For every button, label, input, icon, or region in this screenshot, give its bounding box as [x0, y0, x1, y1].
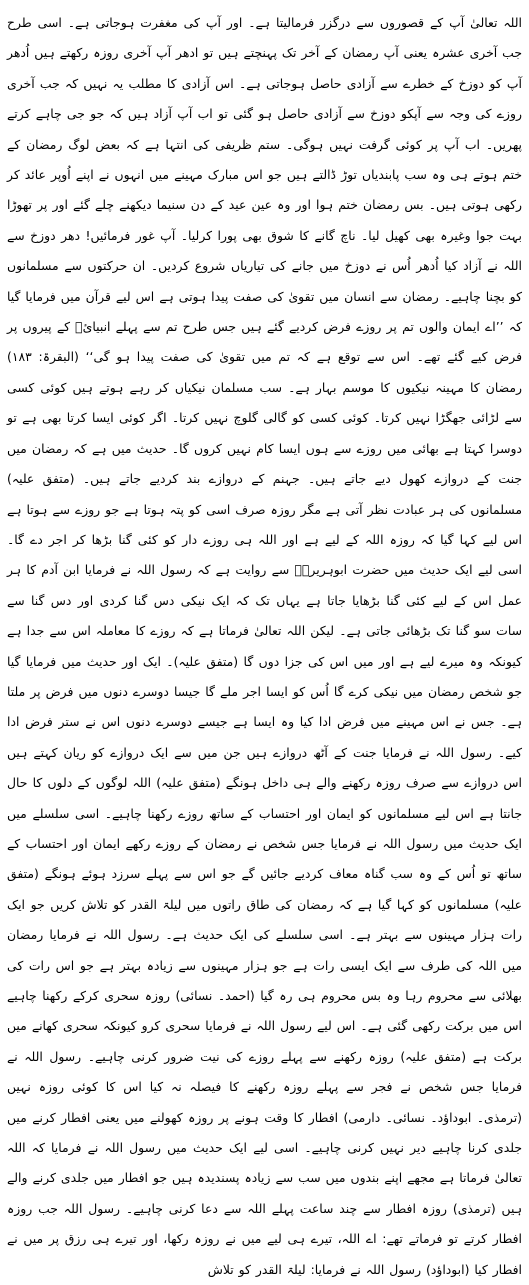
article-body-text: اللہ تعالیٰ آپ کے قصوروں سے درگزر فرمالیتا ہے۔ اور آپ کی مغفرت ہوجاتی ہے۔ اسی طرح جب آخری عشرہ یعنی آپ رمضان کے آخر تک پہنچتے ہیں تو ادھر آپ آخری روزہ رکھتے ہیں اُدھر آپ کو دوزخ کے خطرے سے آزادی حاصل ہوجاتی ہے۔ اس آزادی کا مطلب یہ نہیں کہ جب آخری روزے کی وجہ سے آپکو دوزخ سے آزادی حاصل ہو گئی تو اب آپ آزاد ہیں کہ جو جی چاہے کرتے پھریں۔ اب آپ پر کوئی گرفت نہیں ہوگی۔ ستم ظریفی کی انتہا ہے کہ بعض لوگ رمضان کے ختم ہوتے ہی وہ سب پابندیاں توڑ ڈالتے ہیں جو اس مبارک مہینے میں انہوں نے اپنے اُوپر عائد کر رکھی ہوتی ہیں۔ بس رمضان ختم ہوا اور وہ عین عید کے دن سنیما دیکھنے چلے گئے اور پر تھوڑا بہت جوا وغیرہ بھی کھیل لیا۔ ناچ گانے کا شوق بھی پورا کرلیا۔ آپ غور فرمائیں! دھر دوزخ سے اللہ نے آزاد کیا اُدھر اُس نے دوزخ میں جانے کی تیاریاں شروع کردیں۔ ان حرکتوں سے مسلمانوں کو بچنا چاہیے۔ رمضان سے انسان میں تقویٰ کی صفت پیدا ہوتی ہے اس لیے قرآن میں فرمایا گیا کہ ’’اے ایمان والوں تم پر روزے فرض کردیے گئے ہیں جس طرح تم سے پہلے انبیائؑ کے پیروں پر فرض کیے گئے تھے۔ اس سے توقع ہے کہ تم میں تقویٰ کی صفت پیدا ہو گی‘‘ (البقرۃ: ۱۸۳) رمضان کا مہینہ نیکیوں کا موسم بہار ہے۔ سب مسلمان نیکیاں کر رہے ہوتے ہیں کوئی کسی سے لڑائی جھگڑا نہیں کرتا۔ کوئی کسی کو گالی گلوچ نہیں کرتا۔ اگر کوئی ایسا کرتا بھی ہے تو دوسرا کہتا ہے بھائی میں روزے سے ہوں ایسا کام نہیں کروں گا۔ حدیث میں ہے کہ رمضان میں جنت کے دروازے کھول دیے جاتے ہیں۔ جہنم کے دروازے بند کردیے جاتے ہیں۔ (متفق علیہ) مسلمانوں کی ہر عبادت نظر آتی ہے مگر روزہ صرف اسی کو پتہ ہوتا ہے جو روزے سے ہوتا ہے اس لیے کہا گیا کہ روزہ اللہ کے لیے ہے اور اللہ ہی روزے دار کو کئی گنا بڑھا کر اجر دے گا۔ اسی لیے ایک حدیث میں حضرت ابوہریرہؓ سے روایت ہے کہ رسول اللہ نے فرمایا ابن آدم کا ہر عمل اس کے لیے کئی گنا بڑھایا جاتا ہے یہاں تک کہ ایک نیکی دس گنا کردی اور دس گنا سے سات سو گنا تک بڑھائی جاتی ہے۔ لیکن اللہ تعالیٰ فرماتا ہے کہ روزے کا معاملہ اس سے جدا ہے کیونکہ وہ میرے لیے ہے اور میں اس کی جزا دوں گا (متفق علیہ)۔ ایک اور حدیث میں فرمایا گیا جو شخص رمضان میں نیکی کرے گا اُس کو ایسا اجر ملے گا جیسا دوسرے دنوں میں فرض پر ملتا ہے۔ جس نے اس مہینے میں فرض ادا کیا وہ ایسا ہے جیسے دوسرے دنوں اس نے ستر فرض ادا کیے۔ رسول اللہ نے فرمایا جنت کے آٹھ دروازے ہیں جن میں سے ایک دروازے کو ریان کہتے ہیں اس دروازے سے صرف روزہ رکھنے والے ہی داخل ہونگے (متفق علیہ) اللہ لوگوں کے دلوں کا حال جانتا ہے اس لیے مسلمانوں کو ایمان اور احتساب کے ساتھ روزے رکھنا چاہیے۔ اسی سلسلے میں ایک حدیث میں رسول اللہ نے فرمایا جس شخص نے رمضان کے روزے رکھے ایمان اور احتساب کے ساتھ تو اُس کے وہ سب گناہ معاف کردیے جائیں گے جو اس سے پہلے سرزد ہوئے ہونگے (متفق علیہ) مسلمانوں کو کہا گیا ہے کہ رمضان کی طاق راتوں میں لیلۃ القدر کو تلاش کریں جو ایک رات ہزار مہینوں سے بہتر ہے۔ اسی سلسلے کی ایک حدیث ہے۔ رسول اللہ نے فرمایا رمضان میں اللہ کی طرف سے ایک ایسی رات ہے جو ہزار مہینوں سے زیادہ بہتر ہے جو اس رات کی بھلائی سے محروم رہا وہ بس محروم ہی رہ گیا (احمد۔ نسائی) روزہ سحری کرکے رکھنا چاہیے اس میں برکت رکھی گئی ہے۔ اس لیے رسول اللہ نے فرمایا سحری کرو کیونکہ سحری کھانے میں برکت ہے (متفق علیہ) روزہ رکھنے سے پہلے روزے کی نیت ضرور کرنی چاہیے۔ رسول اللہ نے فرمایا جس شخص نے فجر سے پہلے روزہ رکھنے کا فیصلہ نہ کیا اس کا کوئی روزہ نہیں (ترمذی۔ ابوداؤد۔ نسائی۔ دارمی) افطار کا وقت ہونے پر روزہ کھولنے میں یعنی افطار کرنے میں جلدی کرنا چاہیے دیر نہیں کرنی چاہیے۔ اسی لیے ایک حدیث میں رسول اللہ نے فرمایا کہ اللہ تعالیٰ فرماتا ہے مجھے اپنے بندوں میں سب سے زیادہ پسندیدہ ہیں جو افطار میں جلدی کرنے والے ہیں (ترمذی) روزہ افطار سے چند ساعت پہلے اللہ سے دعا کرنی چاہیے۔ رسول اللہ جب روزہ افطار کرتے تو فرماتے تھے: اے اللہ، تیرے ہی لیے میں نے روزہ رکھا، اور تیرے ہی رزق پر میں نے افطار کیا (ابوداؤد) رسول اللہ نے فرمایا: لیلۃ القدر کو تلاش: [7, 15, 522, 1277]
